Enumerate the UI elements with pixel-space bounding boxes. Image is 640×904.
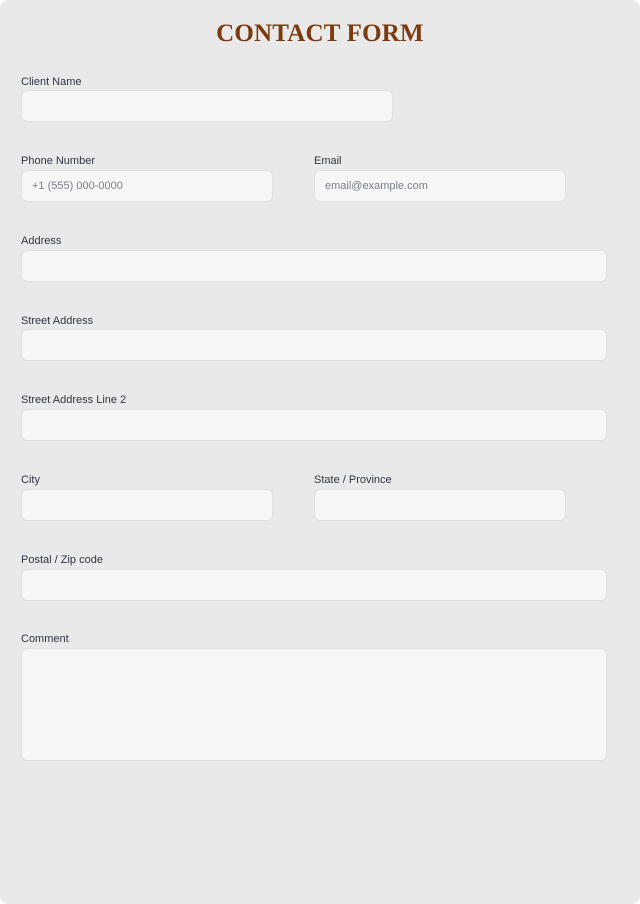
postal-label: Postal / Zip code — [21, 554, 103, 566]
phone-input[interactable] — [21, 170, 273, 202]
street-address-label: Street Address — [21, 315, 94, 327]
comment-textarea[interactable] — [21, 648, 607, 761]
email-label: Email — [314, 155, 342, 167]
street-address-2-input[interactable] — [21, 409, 607, 441]
address-label: Address — [21, 235, 62, 247]
city-input[interactable] — [21, 489, 273, 521]
city-label: City — [21, 474, 40, 486]
form-title: CONTACT FORM — [216, 20, 424, 47]
email-input[interactable] — [314, 170, 566, 202]
phone-label: Phone Number — [21, 155, 95, 167]
state-label: State / Province — [314, 474, 392, 486]
state-input[interactable] — [314, 489, 566, 521]
postal-input[interactable] — [21, 569, 607, 601]
client-name-input[interactable] — [21, 90, 393, 122]
street-address-2-label: Street Address Line 2 — [21, 394, 127, 406]
client-name-label: Client Name — [21, 76, 82, 88]
comment-label: Comment — [21, 633, 69, 645]
address-input[interactable] — [21, 250, 607, 282]
street-address-input[interactable] — [21, 329, 607, 361]
